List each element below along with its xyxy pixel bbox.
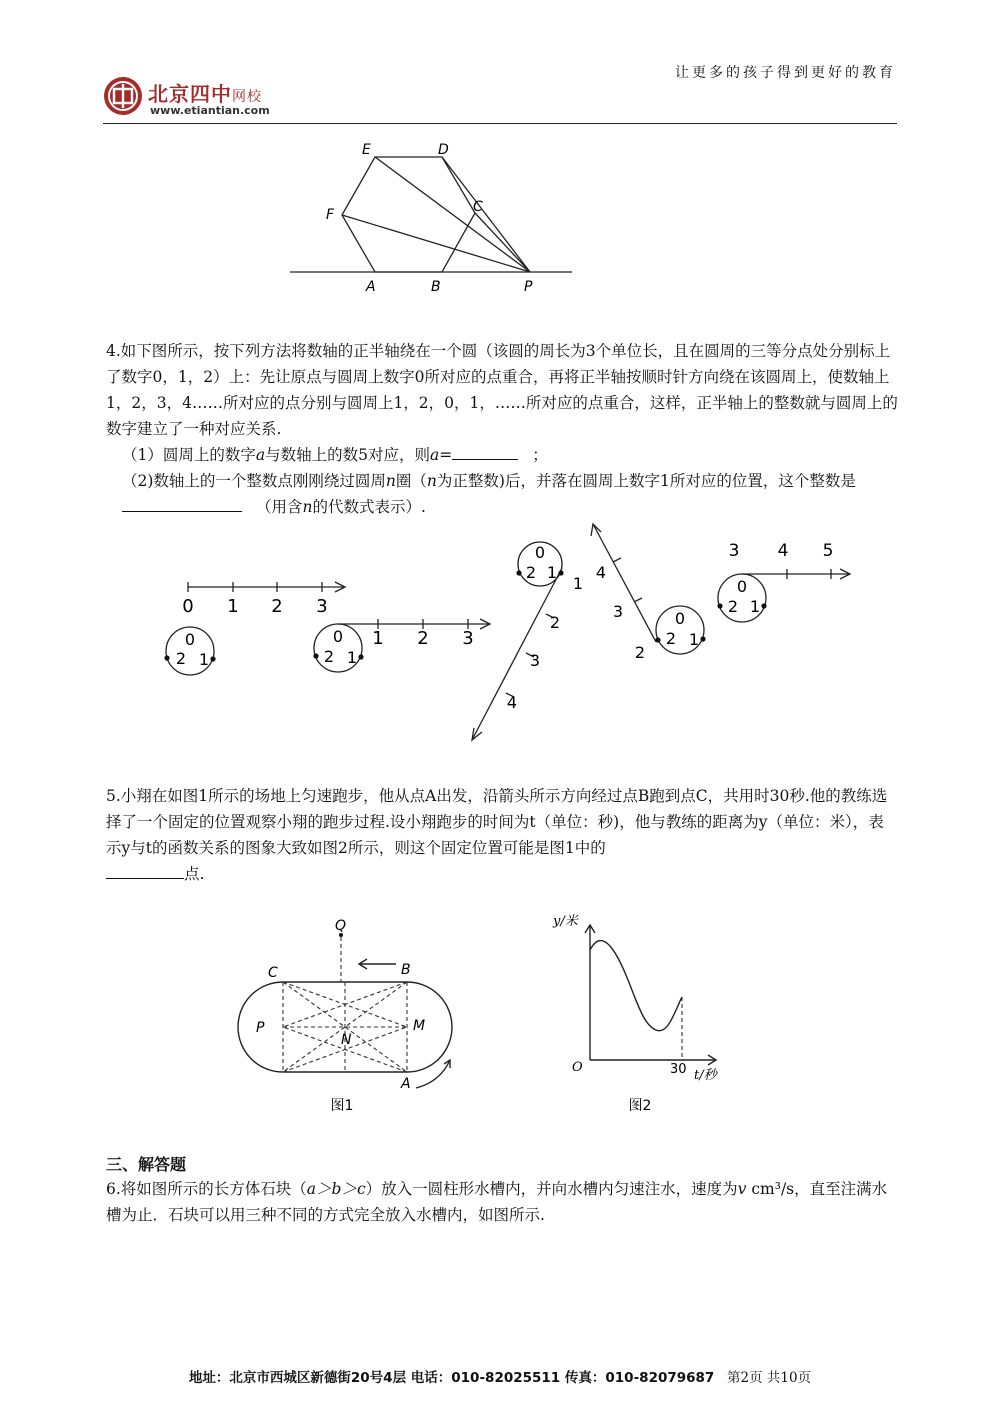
label-D: D xyxy=(438,142,449,158)
label-C: C xyxy=(473,199,483,215)
tick-label: 3 xyxy=(529,651,541,670)
circle-digit: 1 xyxy=(546,563,558,582)
label-A: A xyxy=(401,1076,411,1092)
tick-label: 4 xyxy=(506,693,518,712)
tick-label: 1 xyxy=(572,574,584,593)
tick-label: 2 xyxy=(634,643,646,662)
circle-digit: 0 xyxy=(184,630,196,649)
logo-url: www.etiantian.com xyxy=(150,104,270,117)
number-line-winding-figure xyxy=(150,518,870,748)
circle-digit: 1 xyxy=(346,648,358,667)
x-tick-30: 30 xyxy=(670,1062,687,1077)
tick-label: 3 xyxy=(316,596,328,617)
label-P: P xyxy=(256,1020,265,1036)
circle-digit: 1 xyxy=(688,630,700,649)
label-N: N xyxy=(341,1032,352,1048)
figure-2-graph xyxy=(548,905,728,1120)
figure-1-track xyxy=(220,912,470,1122)
circle-digit: 2 xyxy=(525,563,537,582)
section-heading: 三、解答题 xyxy=(106,1155,187,1174)
tick-label: 3 xyxy=(462,628,474,649)
logo-title: 北京四中网校 xyxy=(148,82,262,106)
tick-label: 4 xyxy=(595,563,607,582)
label-B: B xyxy=(431,279,441,295)
label-A: A xyxy=(366,279,376,295)
y-axis-label: y/米 xyxy=(553,914,578,929)
answer-blank-1 xyxy=(452,443,518,460)
label-F: F xyxy=(326,207,335,223)
tick-label: 2 xyxy=(417,628,429,649)
tick-label: 3 xyxy=(612,602,624,621)
circle-digit: 1 xyxy=(749,597,761,616)
label-E: E xyxy=(362,142,371,158)
figure-1-caption: 图1 xyxy=(330,1098,354,1114)
answer-blank-3 xyxy=(106,862,184,879)
question-6: 6.将如图所示的长方体石块（a＞b＞c）放入一圆柱形水槽内，并向水槽内匀速注水，速度为v cm³/s，直至注满水槽为止．石块可以用三种不同的方式完全放入水槽内，如图所示. xyxy=(106,1180,888,1224)
q4-sub1: （1）圆周上的数字a与数轴上的数5对应，则a= ； xyxy=(106,442,898,468)
q4-sub2: （2)数轴上的一个整数点刚刚绕过圆周n圈（n为正整数)后，并落在圆周上数字1所对应的位置，这个整数是（用含n的代数式表示）. xyxy=(122,472,856,516)
question-4 xyxy=(106,338,898,520)
tick-label: 4 xyxy=(777,541,789,561)
origin-label: O xyxy=(572,1060,583,1075)
tick-label: 1 xyxy=(227,596,239,617)
circle-digit: 2 xyxy=(665,629,677,648)
label-Q: Q xyxy=(335,918,347,934)
tick-label: 5 xyxy=(822,541,834,561)
question-5: 5.小翔在如图1所示的场地上匀速跑步，他从点A出发，沿箭头所示方向经过点B跑到点C，共用时30秒.他的教练选择了一个固定的位置观察小翔的跑步过程.设小翔跑步的时间为t（单位：秒)，他与教练的距离为y（单位：米），表示y与t的函数关系的图象大致如图2所示，则这个固定位置可能是图1中的 点. xyxy=(106,787,888,883)
header-slogan: 让更多的孩子得到更好的教育 xyxy=(675,65,896,81)
label-C: C xyxy=(268,965,278,981)
header-divider xyxy=(103,123,897,124)
circle-digit: 2 xyxy=(175,649,187,668)
figure-2-caption: 图2 xyxy=(628,1098,652,1114)
circle-digit: 1 xyxy=(198,650,210,669)
circle-digit: 0 xyxy=(736,577,748,596)
label-B: B xyxy=(401,962,411,978)
circle-digit: 0 xyxy=(332,627,344,646)
label-M: M xyxy=(413,1018,426,1034)
tick-label: 0 xyxy=(182,596,194,617)
label-P: P xyxy=(524,279,533,295)
footer-address: 地址：北京市西城区新德街20号4层 电话：010-82025511 传真：010-82079687 xyxy=(188,1370,715,1386)
circle-digit: 2 xyxy=(323,647,335,666)
circle-digit: 0 xyxy=(674,609,686,628)
tick-label: 2 xyxy=(271,596,283,617)
circle-digit: 2 xyxy=(727,597,739,616)
tick-label: 3 xyxy=(728,541,740,561)
q5-text: 5.小翔在如图1所示的场地上匀速跑步，他从点A出发，沿箭头所示方向经过点B跑到点C，共用时30秒.他的教练选择了一个固定的位置观察小翔的跑步过程.设小翔跑步的时间为t（单位：秒)，他与教练的距离为y（单位：米），表示y与t的函数关系的图象大致如图2所示，则这个固定位置可能是图1中的 xyxy=(106,787,888,857)
answer-blank-2 xyxy=(122,495,242,512)
x-axis-label: t/秒 xyxy=(694,1068,717,1083)
footer-page-number: 第2页 共10页 xyxy=(727,1370,812,1386)
circle-digit: 0 xyxy=(534,543,546,562)
tick-label: 1 xyxy=(372,628,384,649)
logo-emblem-icon xyxy=(103,76,143,116)
hexagon-figure xyxy=(280,135,580,300)
q4-text: 4.如下图所示，按下列方法将数轴的正半轴绕在一个圆（该圆的周长为3个单位长，且在圆周的三等分点处分别标上了数字0，1，2）上：先让原点与圆周上数字0所对应的点重合，再将正半轴按顺时针方向绕在该圆周上，使数轴上1，2，3，4……所对应的点分别与圆周上1，2，0，1，……所对应的点重合，这样，正半轴上的整数就与圆周上的数字建立了一种对应关系. xyxy=(106,342,898,438)
tick-label: 2 xyxy=(549,613,561,632)
page-footer xyxy=(0,1366,1000,1386)
